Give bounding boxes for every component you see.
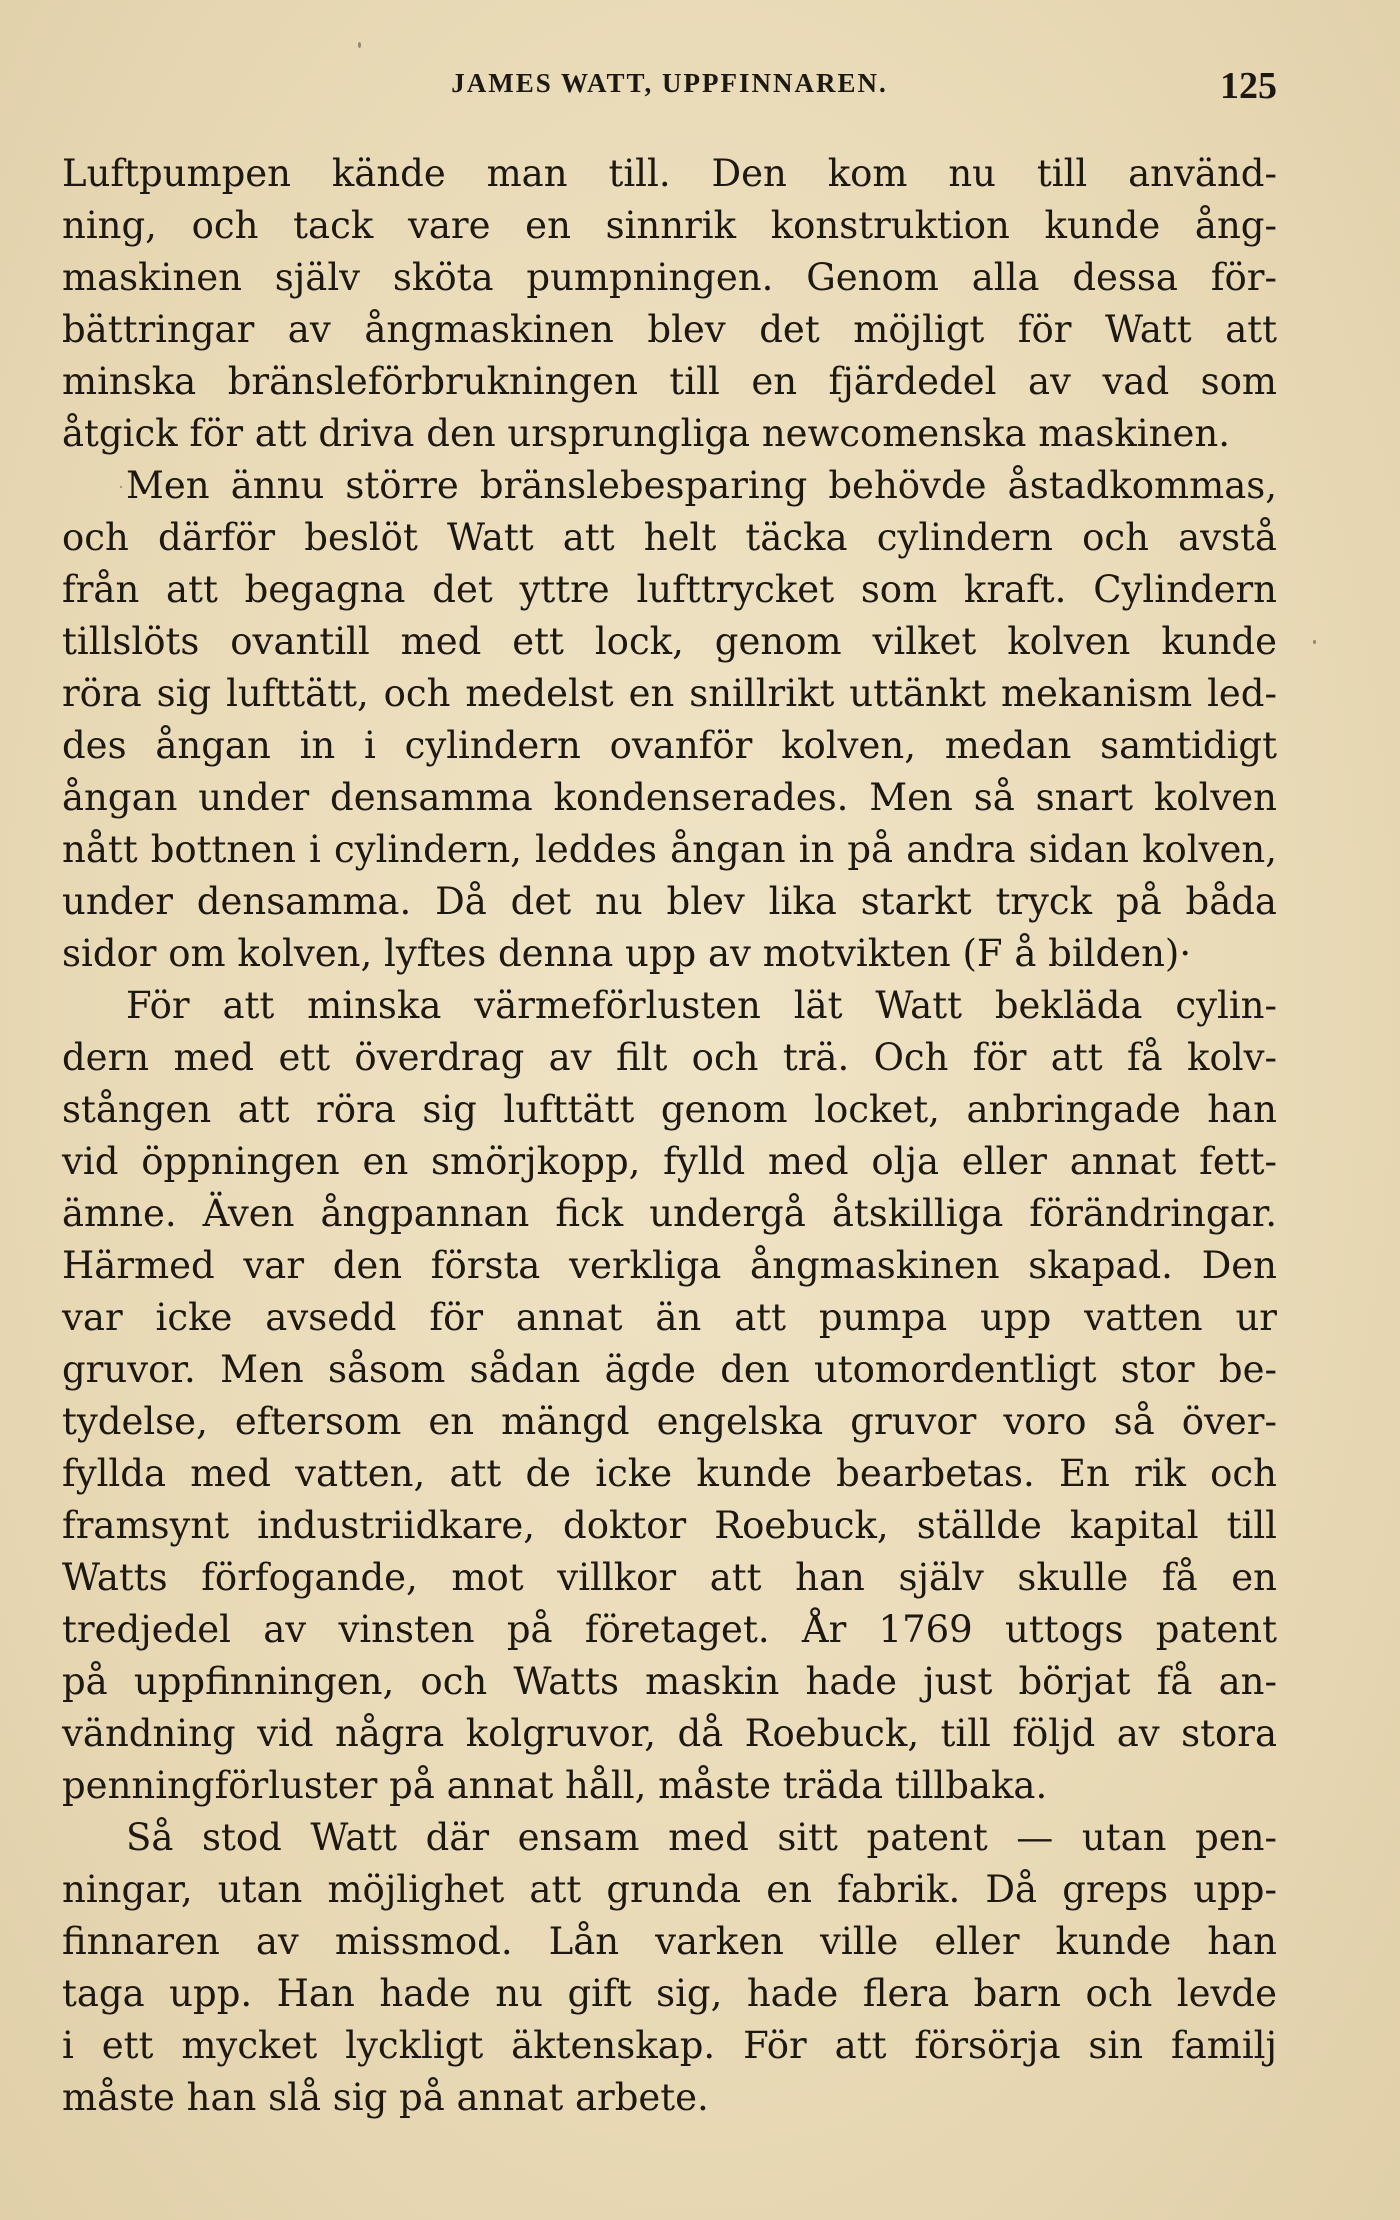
running-title: JAMES WATT, UPPFINNAREN. bbox=[451, 68, 888, 98]
text-line: var icke avsedd för annat än att pumpa upp vatten ur bbox=[62, 1296, 1277, 1339]
paragraph-start-line: För att minska värmeförlusten lät Watt bekläda cylin- bbox=[126, 984, 1277, 1027]
paper-speck bbox=[1313, 640, 1316, 644]
text-line: fyllda med vatten, att de icke kunde bearbetas. En rik och bbox=[62, 1452, 1277, 1495]
running-head bbox=[62, 64, 1277, 114]
text-line: minska bränsleförbrukningen till en fjärdedel av vad som bbox=[62, 360, 1277, 403]
text-line: ningar, utan möjlighet att grunda en fabrik. Då greps upp- bbox=[62, 1868, 1277, 1911]
text-line: Härmed var den första verkliga ångmaskinen skapad. Den bbox=[62, 1244, 1277, 1287]
text-line: sidor om kolven, lyftes denna upp av motvikten (F å bilden)· bbox=[62, 932, 1192, 975]
text-line: under densamma. Då det nu blev lika starkt tryck på båda bbox=[62, 880, 1277, 923]
text-line: tillslöts ovantill med ett lock, genom vilket kolven kunde bbox=[62, 620, 1277, 663]
text-line: vändning vid några kolgruvor, då Roebuck, till följd av stora bbox=[62, 1712, 1277, 1755]
text-line: åtgick för att driva den ursprungliga newcomenska maskinen. bbox=[62, 412, 1230, 455]
text-line: vid öppningen en smörjkopp, fylld med olja eller annat fett- bbox=[62, 1140, 1277, 1183]
text-line: maskinen själv sköta pumpningen. Genom alla dessa för- bbox=[62, 256, 1277, 299]
text-line: bättringar av ångmaskinen blev det möjligt för Watt att bbox=[62, 308, 1277, 351]
text-line: röra sig lufttätt, och medelst en snillrikt uttänkt mekanism led- bbox=[62, 672, 1277, 715]
text-line: des ångan in i cylindern ovanför kolven, medan samtidigt bbox=[62, 724, 1277, 767]
text-line: ning, och tack vare en sinnrik konstruktion kunde ång- bbox=[62, 204, 1277, 247]
text-line: tydelse, eftersom en mängd engelska gruvor voro så över- bbox=[62, 1400, 1277, 1443]
text-line: i ett mycket lyckligt äktenskap. För att försörja sin familj bbox=[62, 2024, 1277, 2067]
text-line: taga upp. Han hade nu gift sig, hade flera barn och levde bbox=[62, 1972, 1277, 2015]
text-line: stången att röra sig lufttätt genom locket, anbringade han bbox=[62, 1088, 1277, 1131]
text-line: ångan under densamma kondenserades. Men så snart kolven bbox=[62, 776, 1277, 819]
paragraph-start-line: Så stod Watt där ensam med sitt patent — utan pen- bbox=[126, 1816, 1277, 1859]
page-number: 125 bbox=[1220, 65, 1277, 107]
text-line: dern med ett överdrag av filt och trä. Och för att få kolv- bbox=[62, 1036, 1277, 1079]
text-line: och därför beslöt Watt att helt täcka cylindern och avstå bbox=[62, 516, 1277, 559]
text-line: måste han slå sig på annat arbete. bbox=[62, 2076, 709, 2119]
text-line: penningförluster på annat håll, måste träda tillbaka. bbox=[62, 1764, 1048, 1807]
text-line: Luftpumpen kände man till. Den kom nu till använd- bbox=[62, 152, 1277, 195]
paper-speck bbox=[358, 42, 361, 48]
text-line: från att begagna det yttre lufttrycket som kraft. Cylindern bbox=[62, 568, 1277, 611]
text-line: nått bottnen i cylindern, leddes ångan in på andra sidan kolven, bbox=[62, 828, 1277, 871]
body-text bbox=[62, 148, 1277, 2124]
text-line: framsynt industriidkare, doktor Roebuck, ställde kapital till bbox=[62, 1504, 1277, 1547]
text-line: tredjedel av vinsten på företaget. År 1769 uttogs patent bbox=[62, 1608, 1277, 1651]
paper-speck bbox=[120, 486, 122, 488]
text-line: på uppfinningen, och Watts maskin hade just börjat få an- bbox=[62, 1660, 1277, 1703]
text-line: Watts förfogande, mot villkor att han själv skulle få en bbox=[62, 1556, 1277, 1599]
text-line: ämne. Även ångpannan fick undergå åtskilliga förändringar. bbox=[62, 1192, 1277, 1235]
text-line: finnaren av missmod. Lån varken ville eller kunde han bbox=[62, 1920, 1277, 1963]
paragraph-start-line: Men ännu större bränslebesparing behövde åstadkommas, bbox=[126, 464, 1277, 507]
text-line: gruvor. Men såsom sådan ägde den utomordentligt stor be- bbox=[62, 1348, 1277, 1391]
